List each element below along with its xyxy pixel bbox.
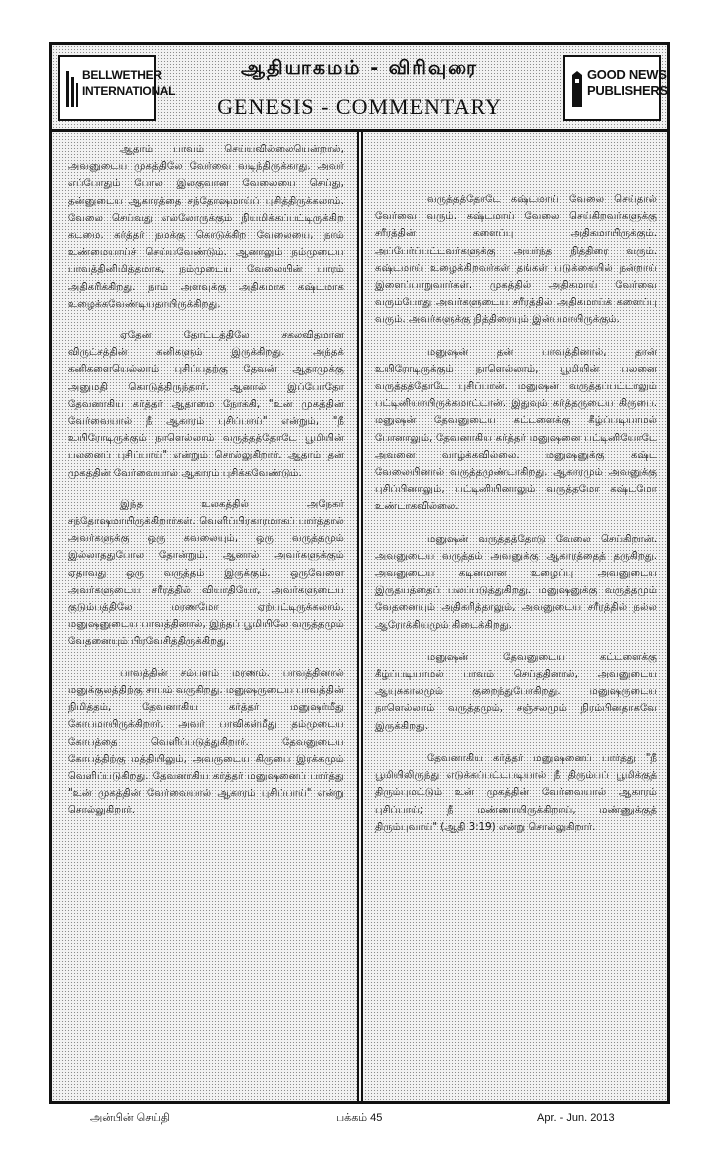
right-paragraph: மனுஷன் தேவனுடைய கட்டளைக்கு கீழ்ப்படியாமல் பாவம் செய்ததினால், அவனுடைய ஆயுசுகாலமும் குறைந்துபோகிறது. மனுஷருடைய நாளெல்லாம் வருத்தமும், சஞ்சலமும் நிரம்பினதாகவே இருக்கிறது.: [375, 651, 657, 732]
right-paragraph: தேவனாகிய கர்த்தர் மனுஷனைப் பார்த்து "நீ பூமியிலிருந்து எடுக்கப்பட்டபடியால் நீ திரும்பப் பூமிக்குத் திரும்புமட்டும் உன் முகத்தின் வேர்வையால் ஆகாரம் புசிப்பாய்; நீ மண்ணாயிருக்கிறாய், மண்ணுக்குத் திரும்புவாய்" (ஆதி 3:19) என்று சொல்லுகிறார்.: [375, 752, 657, 833]
page-frame: [49, 42, 670, 1104]
right-paragraph: மனுஷன் வருத்தத்தோடு வேலை செய்கிறான். அவனுடைய வருத்தம் அவனுக்கு ஆகாரத்தைத் தருகிறது. அவனுடைய கடினமான உழைப்பு அவனுடைய இருதயத்தைப் பலப்படுத்துகிறது. மனுஷனுக்கு வருத்தமும் வேதனையும் அதிகரித்தாலும், அவனுடைய சரீரத்தில் நல்ல ஆரோக்கியமும் கிடைக்கிறது.: [375, 533, 657, 631]
column-divider: [357, 132, 363, 1101]
bellwether-logo: [58, 55, 176, 121]
left-column: [68, 141, 344, 1093]
footer-magazine-name: அன்பின் செய்தி: [90, 1112, 170, 1124]
left-paragraph: ஆதாம் பாவம் செய்யவில்லையென்றால், அவனுடைய முகத்திலே வேர்வை வடிந்திருக்காது. அவர் எப்போதும் போல இலகுவான வேலையை செய்து, தன்னுடைய ஆகாரத்தை சந்தோஷமாய்ப் புசித்திருக்கலாம். வேலை செய்வது எல்லோருக்கும் நியமிக்கப்பட்டிருக்கிற கடமை. கர்த்தர் நமக்கு கொடுக்கிற வேலையை, நாம் உண்மையாய்ச் செய்யவேண்டும். ஆனாலும் நம்முடைய பாவத்தினிமித்தமாக, நம்முடைய வேலையின் பாரம் அதிகரிக்கிறது. நாம் அளவுக்கு அதிகமாக கஷ்டமாக உழைக்கவேண்டியதாயிருக்கிறது.: [68, 144, 344, 310]
bellwether-emblem-icon: [65, 69, 79, 109]
right-paragraph: மனுஷன் தன் பாவத்தினால், தான் உயிரோடிருக்கும் நாளெல்லாம், பூமியின் பலனை வருத்தத்தோடே புசிப்பான். மனுஷன் வருத்தப்பட்டாலும் பட்டினியாயிருக்கமாட்டான். இதுவும் கர்த்தருடைய கிருபை. மனுஷன் தேவனுடைய கட்டளைக்கு கீழ்ப்படியாமல் போனாலும், தேவனாகிய கர்த்தர் மனுஷனை பட்டினியோடே அவனை வாழ்க்கவில்லை. மனுஷனுக்கு கஷ்ட வேலையினால் வருத்தமுண்டாகிறது. ஆகாரமும் அவனுக்கு புசிப்பினாலும், பட்டினியினாலும் வருத்தமோ கஷ்டமோ உண்டாகவில்லை.: [375, 346, 657, 513]
right-paragraph: வருத்தத்தோடே கஷ்டமாய் வேலை செய்தால் வேர்வை வரும். கஷ்டமாய் வேலை செய்கிறவர்களுக்கு சரீரத்தின் களைப்பு அதிகமாயிருக்கும். அப்பேர்ப்பட்டவர்களுக்கு அயர்ந்த நித்திரை வரும். கஷ்டமாய் உழைக்கிறவர்கள் தங்கள் படுக்கையில் நன்றாய் இளைப்பாறுவார்கள். முகத்தில் அதிகமாய் வேர்வை வரும்போது அவர்களுடைய சரீரத்தில் அதிகமாய்க் களைப்பு வரும். அவர்களுக்கு நித்திரையும் இன்பமாயிருக்கும்.: [375, 194, 657, 326]
left-paragraph: ஏதேன் தோட்டத்திலே சகலவிதமான விருட்சத்தின் கனிகளும் இருக்கிறது. அந்தக் கனிகளையெல்லாம் புசிப்பதற்கு தேவன் ஆதாமுக்கு அனுமதி கொடுத்திருந்தார். ஆனால் இப்போதோ தேவனாகிய கர்த்தர் ஆதாமை நோக்கி, "உன் முகத்தின் வேர்வையால் நீ ஆகாரம் புசிப்பாய்" என்றும், "நீ உயிரோடிருக்கும் நாளெல்லாம் வருத்தத்தோடே பூமியின் பலனைப் புசிப்பாய்" என்றும் சொல்லுகிறார். ஆதாம் தன் முகத்தின் வேர்வையால் ஆகாரம் புசிக்கவேண்டும்.: [68, 330, 344, 479]
logo-right-line1: GOOD NEWS: [587, 67, 667, 82]
page-title-tamil: ஆதியாகமம் - விரிவுரை: [241, 57, 478, 79]
logo-left-line2: INTERNATIONAL: [82, 84, 176, 98]
good-news-emblem-icon: [570, 69, 584, 109]
right-column: [375, 141, 657, 1093]
footer-page-number: பக்கம் 45: [336, 1112, 383, 1124]
left-paragraph: பாவத்தின் சம்பளம் மரணம். பாவத்தினால் மனுக்குலத்திற்கு சாபம் வருகிறது. மனுஷருடைய பாவத்தின் நிமித்தம், தேவனாகிய கர்த்தர் மனுஷர்மீது கோபமாயிருக்கிறார். அவர் பாவிகள்மீது தம்முடைய கோபத்தை வெளிப்படுத்துகிறார். தேவனுடைய கோபத்திற்கு மத்தியிலும், அவருடைய கிருபை இரக்கமும் வெளிப்படுகிறது. தேவனாகிய கர்த்தர் மனுஷனைப் பார்த்து "உன் முகத்தின் வேர்வையால் ஆகாரம் புசிப்பாய்" என்று சொல்லுகிறார்.: [68, 667, 344, 817]
left-paragraph: இந்த உலகத்தில் அநேகர் சந்தோஷமாயிருக்கிறார்கள். வெளிப்பிரகாரமாகப் பார்த்தால் அவர்களுக்கு ஒரு கவலையும், ஒரு வருத்தமும் இல்லாததுபோல தோன்றும். ஆனால் அவர்களுக்கும் ஏதாவது ஒரு வருத்தம் இருக்கும். ஒருவேளை அவர்களுடைய சரீரத்தில் வியாதியோ, அவர்களுடைய குடும்பத்திலே மரணமோ ஏற்பட்டிருக்கலாம். மனுஷனுடைய பாவத்தினால், இந்தப் பூமியிலே வருத்தமும் வேதனையும் பிரவேசித்திருக்கிறது.: [68, 498, 344, 648]
footer-issue-date: Apr. - Jun. 2013: [537, 1112, 615, 1124]
page-title-english: GENESIS - COMMENTARY: [217, 94, 502, 119]
logo-left-line1: BELLWETHER: [82, 68, 162, 82]
page-header: [52, 45, 667, 132]
logo-right-line2: PUBLISHERS: [587, 83, 668, 98]
good-news-publishers-logo: [563, 55, 668, 121]
